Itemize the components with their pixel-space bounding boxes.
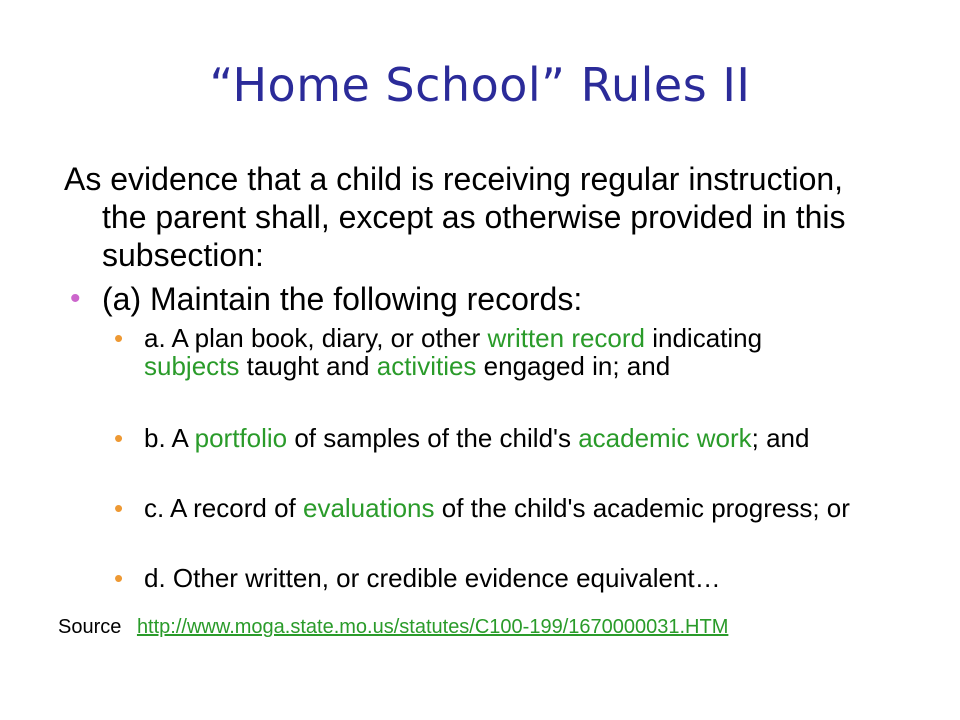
record-item-text <box>114 564 854 592</box>
highlight-text: activities <box>376 351 477 381</box>
highlight-text: portfolio <box>194 423 288 453</box>
record-item-text <box>114 424 854 452</box>
record-item-b <box>114 424 854 452</box>
highlight-text: written record <box>487 323 646 353</box>
intro-text: As evidence that a child is receiving regular instruction, the parent shall, except as otherwise provided in this subsection: <box>64 161 846 273</box>
highlight-text: evaluations <box>302 493 435 523</box>
text-run: b. A <box>144 423 195 453</box>
level1-text: (a) Maintain the following records: <box>102 281 583 317</box>
text-run: of the child's academic progress; or <box>434 493 850 523</box>
text-run: taught and <box>239 351 377 381</box>
highlight-text: academic work <box>578 423 752 453</box>
bullet-dot-icon: • <box>114 493 124 523</box>
source-line <box>58 616 728 639</box>
highlight-text: subjects <box>144 351 240 381</box>
bullet-dot-icon: • <box>70 282 81 315</box>
record-item-a <box>114 324 854 380</box>
level1-item <box>70 280 890 318</box>
text-run: ; and <box>751 423 810 453</box>
text-run: a. A plan book, diary, or other <box>144 323 488 353</box>
bullet-dot-icon: • <box>114 423 124 453</box>
source-label: Source <box>58 616 122 638</box>
text-run: of samples of the child's <box>287 423 579 453</box>
record-item-c <box>114 494 854 522</box>
record-item-text <box>114 494 854 522</box>
text-run: c. A record of <box>144 493 303 523</box>
slide-title: “Home School” Rules II <box>209 58 751 112</box>
record-item-d <box>114 564 854 592</box>
text-run: indicating <box>645 323 763 353</box>
text-run: d. Other written, or credible evidence equivalent… <box>144 563 721 593</box>
bullet-dot-icon: • <box>114 323 124 353</box>
bullet-dot-icon: • <box>114 563 124 593</box>
intro-paragraph <box>64 160 884 274</box>
record-item-text <box>114 324 854 380</box>
text-run: engaged in; and <box>476 351 671 381</box>
source-link[interactable]: http://www.moga.state.mo.us/statutes/C100-199/1670000031.HTM <box>136 616 729 638</box>
